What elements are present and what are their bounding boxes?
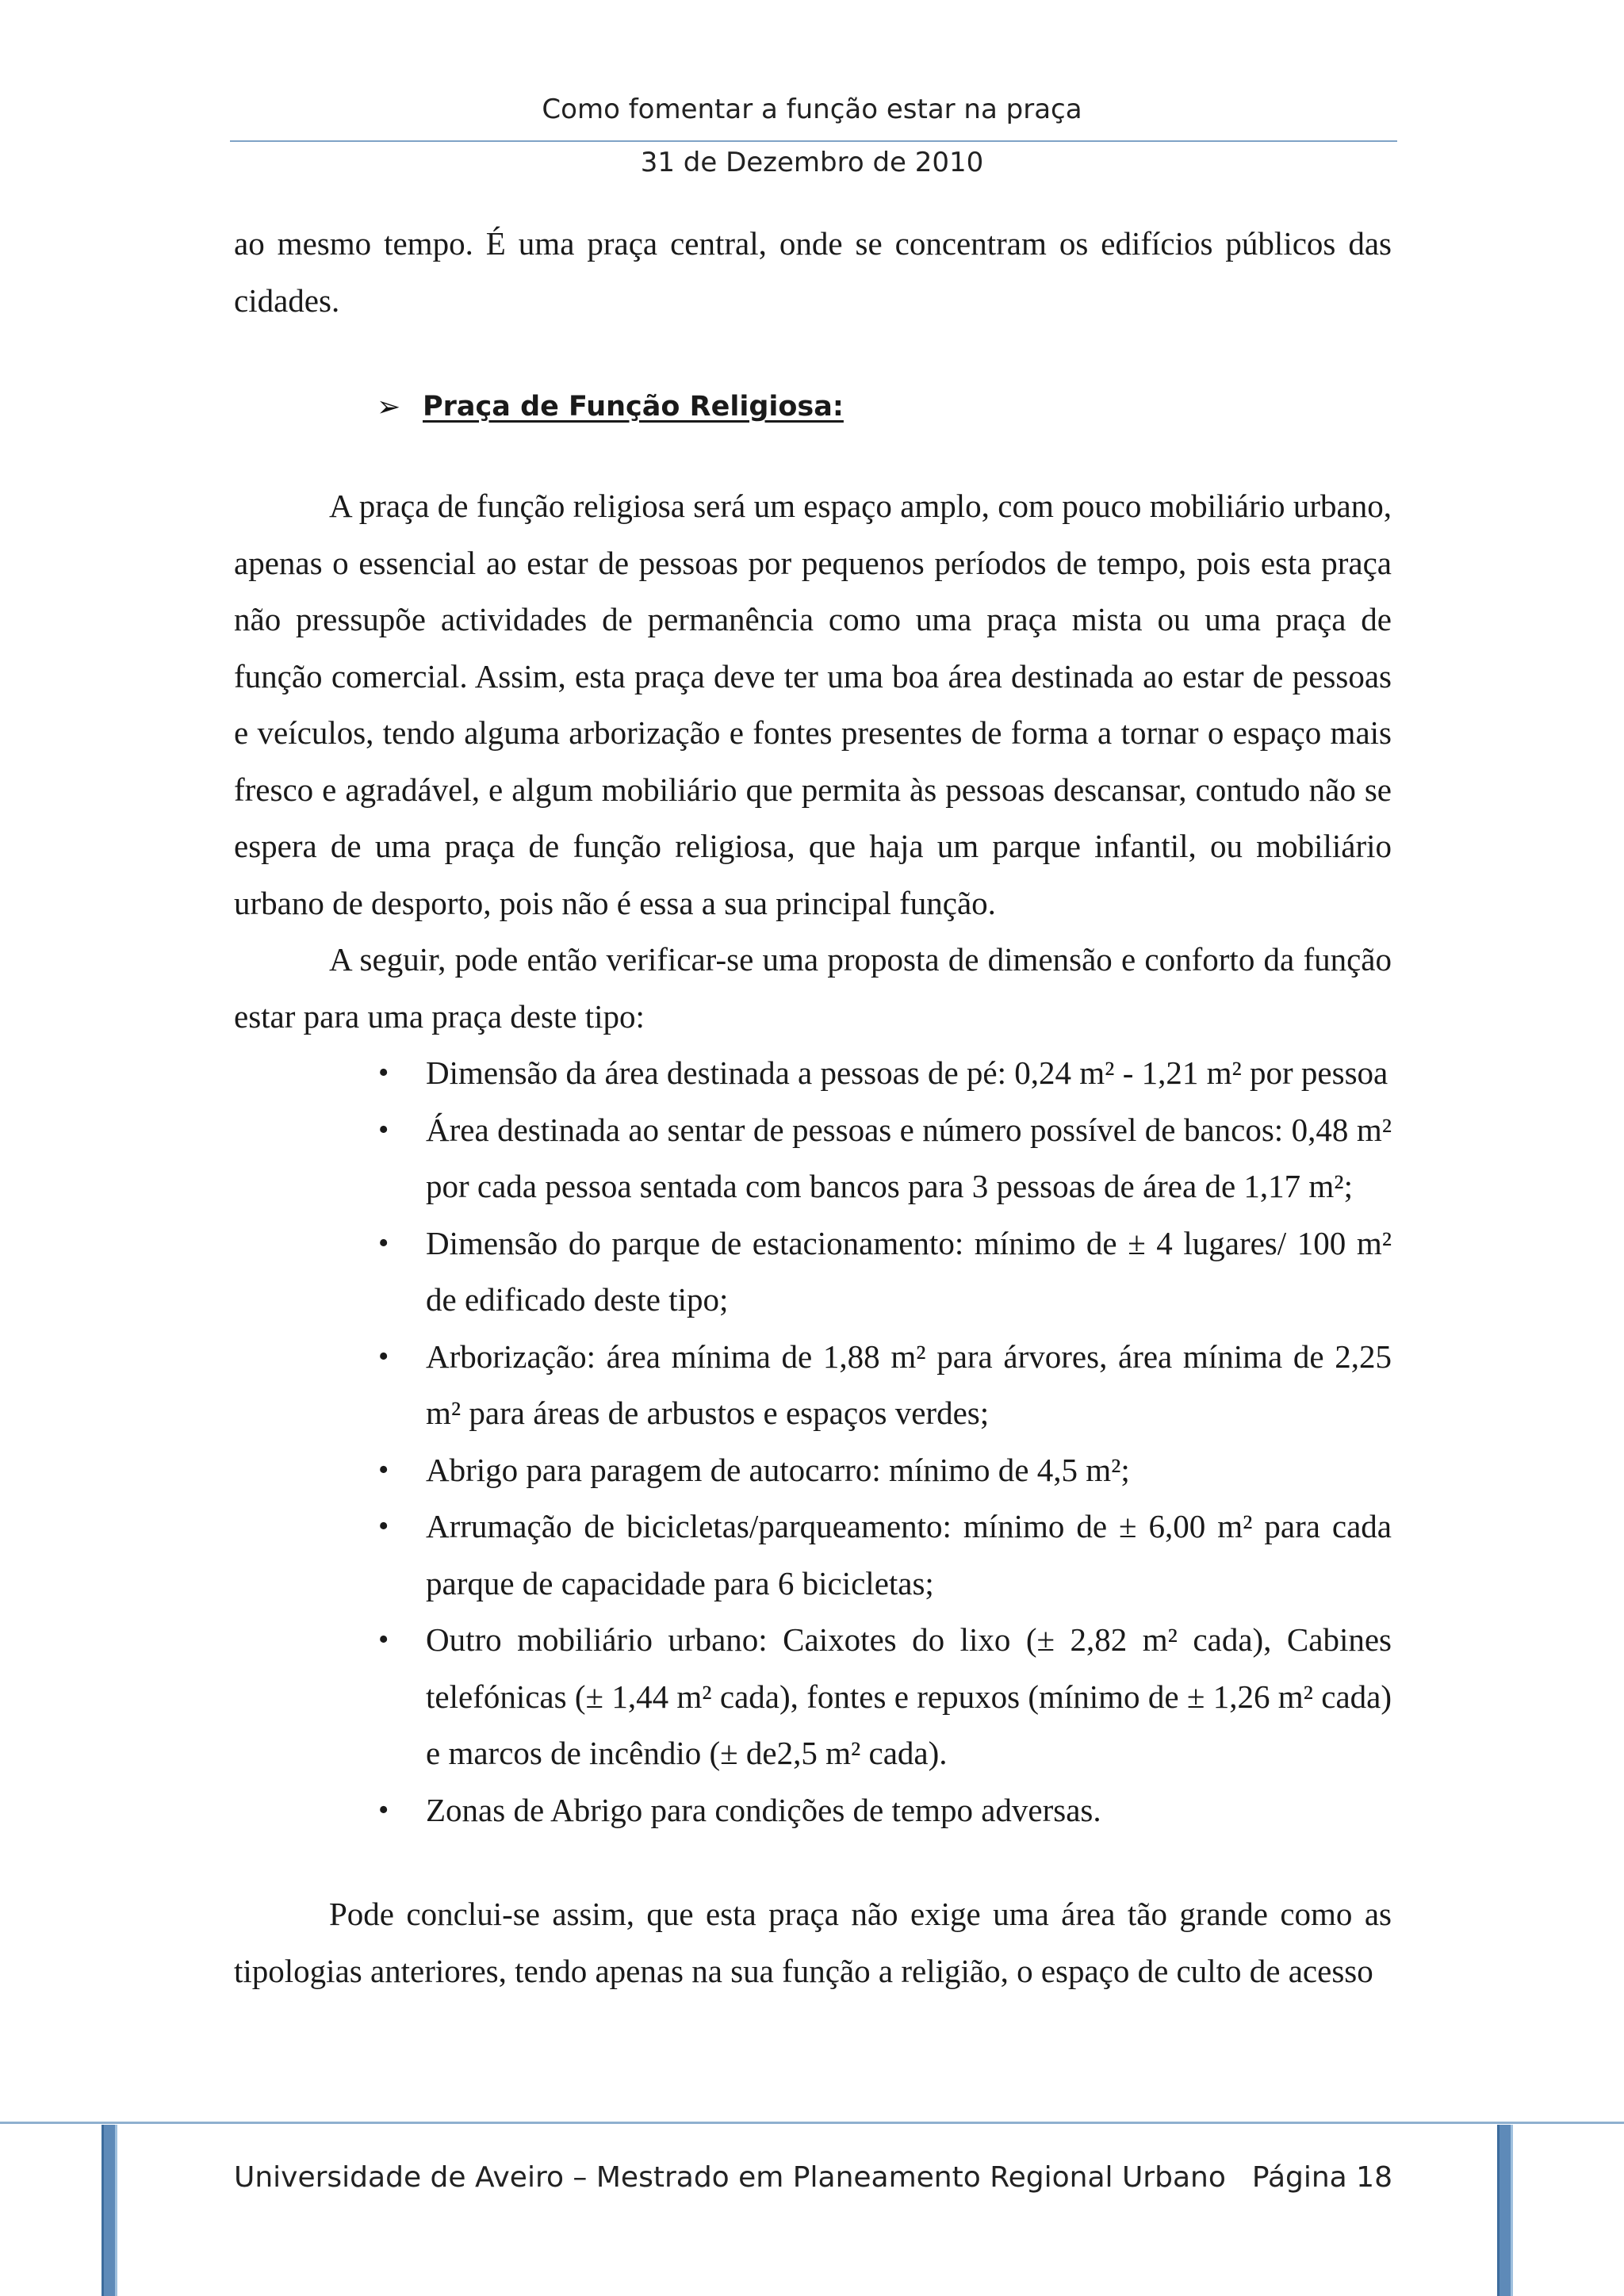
list-item-text: Dimensão da área destinada a pessoas de pé: 0,24 m² - 1,21 m² por pessoa: [426, 1054, 1388, 1091]
paragraph-1: A praça de função religiosa será um espaço amplo, com pouco mobiliário urbano, apenas o essencial ao estar de pessoas por pequenos períodos de tempo, pois esta praça não pressupõe actividades de permanência como uma praça mista ou uma praça de função comercial. Assim, esta praça deve ter uma boa área destinada ao estar de pessoas e veículos, tendo alguma arborização e fontes presentes de forma a tornar o espaço mais fresco e agradável, e algum mobiliário que permita às pessoas descansar, contudo não se espera de uma praça de função religiosa, que haja um parque infantil, ou mobiliário urbano de desporto, pois não é essa a sua principal função.: [234, 488, 1392, 921]
list-item-text: Arrumação de bicicletas/parqueamento: mínimo de ± 6,00 m² para cada parque de capacidade para 6 bicicletas;: [426, 1508, 1392, 1601]
list-item: [378, 1612, 1392, 1782]
footer-left-bar: [102, 2125, 117, 2296]
list-item: [378, 1045, 1392, 1102]
bullet-dot-icon: •: [378, 1056, 389, 1089]
bullet-dot-icon: •: [378, 1226, 389, 1260]
list-item-text: Outro mobiliário urbano: Caixotes do lixo (± 2,82 m² cada), Cabines telefónicas (± 1,44 m² cada), fontes e repuxos (mínimo de ± 1,26 m² cada) e marcos de incêndio (± de2,5 m² cada).: [426, 1621, 1392, 1771]
intro-paragraph: ao mesmo tempo. É uma praça central, onde se concentram os edifícios públicos das cidades.: [234, 225, 1392, 319]
header-rule: [230, 140, 1397, 142]
bullet-dot-icon: •: [378, 1339, 389, 1373]
list-item-text: Zonas de Abrigo para condições de tempo adversas.: [426, 1791, 1101, 1828]
header-date: 31 de Dezembro de 2010: [640, 147, 984, 178]
list-item: [378, 1782, 1392, 1839]
arrow-bullet-icon: ➢: [377, 390, 401, 423]
page-body: [234, 216, 1392, 1999]
requirements-list: [234, 1045, 1392, 1839]
section-heading: Praça de Função Religiosa:: [423, 391, 844, 423]
list-item-text: Arborização: área mínima de 1,88 m² para árvores, área mínima de 2,25 m² para áreas de arbustos e espaços verdes;: [426, 1337, 1392, 1431]
list-item: [378, 1329, 1392, 1442]
section-heading-row: [377, 383, 1392, 430]
paragraph-gap: [234, 1839, 1392, 1886]
paragraph-3: Pode conclui-se assim, que esta praça não exige uma área tão grande como as tipologias anteriores, tendo apenas na sua função a religião, o espaço de culto de acesso: [234, 1896, 1392, 1989]
bullet-dot-icon: •: [378, 1510, 389, 1543]
list-item: [378, 1102, 1392, 1215]
list-item-text: Dimensão do parque de estacionamento: mínimo de ± 4 lugares/ 100 m² de edificado deste tipo;: [426, 1224, 1392, 1318]
paragraph-2: A seguir, pode então verificar-se uma proposta de dimensão e conforto da função estar para uma praça deste tipo:: [234, 941, 1392, 1035]
list-item: [378, 1215, 1392, 1329]
page-number: Página 18: [1251, 2161, 1392, 2194]
list-item: [378, 1442, 1392, 1499]
footer-right-bar: [1497, 2125, 1513, 2296]
bullet-dot-icon: •: [378, 1793, 389, 1827]
footer-rule: [0, 2122, 1624, 2124]
list-item-text: Área destinada ao sentar de pessoas e número possível de bancos: 0,48 m² por cada pessoa sentada com bancos para 3 pessoas de área de 1,17 m²;: [426, 1111, 1392, 1204]
list-item-text: Abrigo para paragem de autocarro: mínimo de 4,5 m²;: [426, 1451, 1130, 1488]
list-item: [378, 1498, 1392, 1612]
footer-institution: Universidade de Aveiro – Mestrado em Planeamento Regional Urbano: [234, 2161, 1226, 2194]
header-title: Como fomentar a função estar na praça: [542, 94, 1082, 125]
bullet-dot-icon: •: [378, 1623, 389, 1656]
bullet-dot-icon: •: [378, 1452, 389, 1487]
bullet-dot-icon: •: [378, 1112, 389, 1146]
